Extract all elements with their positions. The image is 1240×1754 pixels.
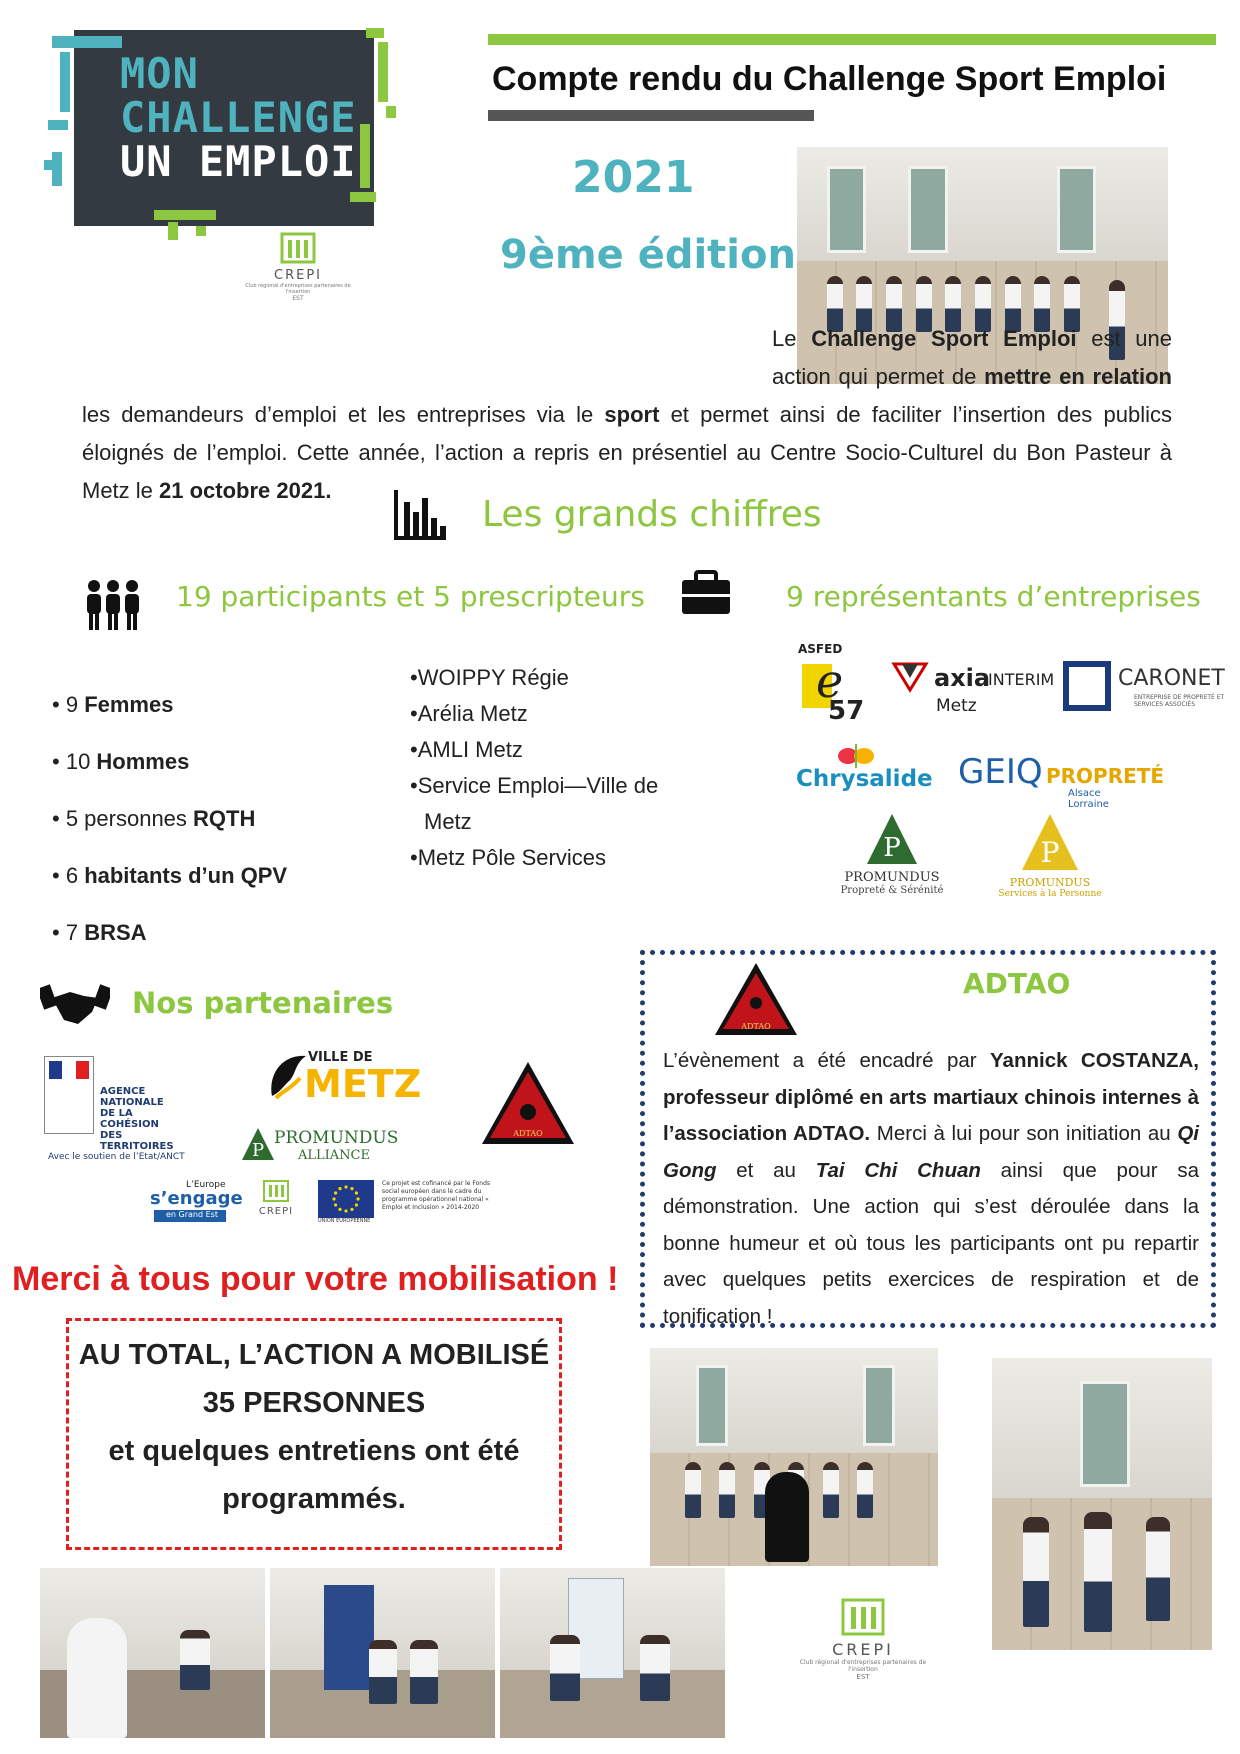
title-bottom-bar bbox=[488, 110, 814, 121]
intro-t4: et permet ainsi de faciliter l’insertion des publics éloignés de l’emploi. Cette année, l’action a repris en présentiel au Centre Socio-Culturel du Bon Pasteur à Metz le bbox=[82, 402, 1172, 503]
anct-logo: AGENCE NATIONALE DE LA COHÉSION DES TERRITOIRES Avec le soutien de l’Etat/ANCT bbox=[44, 1056, 194, 1166]
crepi-building-icon bbox=[841, 1598, 885, 1636]
total-box bbox=[66, 1318, 562, 1550]
participants-heading: 19 participants et 5 prescripteurs bbox=[176, 580, 645, 613]
adtao-title: ADTAO bbox=[963, 967, 1071, 1000]
logo-line-challenge: CHALLENGE bbox=[120, 93, 357, 142]
chart-icon bbox=[392, 488, 448, 546]
eu-flag-logo: UNION EUROPÉENNE bbox=[318, 1180, 382, 1230]
photo-interview-1 bbox=[40, 1568, 265, 1738]
promundus-alliance-icon bbox=[240, 1126, 276, 1162]
crepi-logo-top bbox=[238, 232, 358, 302]
crepi-logo-footer bbox=[788, 1598, 938, 1681]
promundus-proprete-logo: P PROMUNDUS Propreté & Sérénité bbox=[832, 812, 952, 902]
crepi-building-icon bbox=[263, 1180, 289, 1202]
stats-list bbox=[52, 676, 287, 961]
stat-item: • 9 Femmes bbox=[52, 692, 174, 717]
crepi-footer-subtitle: Club régional d'entreprises partenaires de l'insertion bbox=[799, 1659, 927, 1673]
svg-text:P: P bbox=[1040, 836, 1060, 869]
photo-interview-3 bbox=[500, 1568, 725, 1738]
total-line3: et quelques entretiens ont été bbox=[108, 1435, 520, 1467]
caronet-logo: CARONET ENTREPRISE DE PROPRETÉ ET SERVICES ASSOCIÉS bbox=[1062, 660, 1232, 716]
logo-line-un-emploi: UN EMPLOI ! bbox=[120, 137, 410, 186]
svg-text:ADTAO: ADTAO bbox=[513, 1129, 543, 1138]
intro-b2: mettre en relation bbox=[984, 364, 1172, 389]
adtao-paragraph: L’évènement a été encadré par Yannick COSTANZA, professeur diplômé en arts martiaux chinois internes à l’association ADTAO. Merci à lui pour son initiation au Qi Gong et au Tai Chi Chuan ainsi que pour sa démonstration. Une action qui s’est déroulée dans la bonne humeur et où tous les participants ont pu repartir avec quelques petits exercices de respiration et de tonification ! bbox=[663, 1049, 1200, 1328]
promundus-green-icon bbox=[865, 812, 919, 866]
briefcase-icon bbox=[680, 570, 732, 620]
challenge-logo bbox=[40, 22, 430, 242]
crepi-footer-est: EST bbox=[856, 1673, 870, 1681]
intro-b4: 21 octobre 2021. bbox=[159, 478, 332, 503]
handshake-icon bbox=[40, 982, 110, 1032]
intro-t2: est une action qui permet de bbox=[772, 326, 1172, 389]
promundus-alliance-logo: P PROMUNDUS ALLIANCE bbox=[240, 1124, 420, 1170]
prescriber-item: •Service Emploi—Ville de Metz bbox=[410, 773, 659, 834]
svg-text:P: P bbox=[883, 833, 901, 863]
edition: 9ème édition bbox=[500, 232, 796, 278]
prescriber-item: •Arélia Metz bbox=[410, 701, 528, 726]
crepi-label: CREPI bbox=[274, 268, 322, 283]
stat-item: • 7 BRSA bbox=[52, 920, 147, 945]
adtao-logo-small bbox=[478, 1058, 578, 1148]
companies-heading: 9 représentants d’entreprises bbox=[786, 580, 1201, 613]
total-line2: 35 PERSONNES bbox=[202, 1387, 426, 1419]
caronet-square-icon bbox=[1062, 660, 1112, 712]
crepi-subtitle: Club régional d'entreprises partenaires de l'insertion bbox=[245, 283, 351, 295]
axia-logo: axia INTERIM Metz bbox=[890, 660, 1050, 720]
svg-text:P: P bbox=[251, 1140, 265, 1161]
intro-b1: Challenge Sport Emploi bbox=[811, 326, 1077, 351]
crepi-est: EST bbox=[292, 295, 304, 302]
logo-line-mon: MON bbox=[120, 49, 199, 98]
eu-stars-icon bbox=[331, 1184, 361, 1214]
chrysalide-logo: Chrysalide bbox=[796, 742, 916, 798]
photo-taichi-group bbox=[992, 1358, 1212, 1650]
prescriber-item: •Metz Pôle Services bbox=[410, 845, 606, 870]
svg-text:ADTAO: ADTAO bbox=[741, 1022, 771, 1031]
europe-engage-logo: L’Europe s’engage en Grand Est bbox=[150, 1180, 230, 1224]
people-icon bbox=[84, 578, 142, 636]
title-top-bar bbox=[488, 34, 1216, 45]
intro-t1: Le bbox=[772, 326, 812, 351]
year: 2021 bbox=[572, 152, 695, 203]
adtao-box bbox=[640, 950, 1216, 1328]
page-title: Compte rendu du Challenge Sport Emploi bbox=[492, 60, 1167, 98]
intro-t3: les demandeurs d’emploi et les entreprises via le bbox=[82, 402, 605, 427]
stat-item: • 6 habitants d’un QPV bbox=[52, 863, 288, 888]
crepi-footer-label: CREPI bbox=[832, 1640, 894, 1659]
figures-heading: Les grands chiffres bbox=[482, 494, 822, 535]
total-line4: programmés. bbox=[222, 1483, 406, 1515]
axia-triangle-icon bbox=[890, 660, 930, 694]
fse-text: Ce projet est cofinancé par le Fonds social européen dans le cadre du programme opérationnel national « Emploi et Inclusion » 2014-2020 bbox=[382, 1180, 490, 1211]
photo-qigong-room bbox=[650, 1348, 938, 1566]
geiq-logo: GEIQ PROPRETÉ Alsace Lorraine bbox=[958, 752, 1165, 810]
stat-item: • 5 personnes RQTH bbox=[52, 806, 256, 831]
total-line1: AU TOTAL, L’ACTION A MOBILISÉ bbox=[78, 1339, 550, 1371]
prescriber-item: •AMLI Metz bbox=[410, 737, 523, 762]
promundus-services-logo: P PROMUNDUS Services à la Personne bbox=[990, 812, 1110, 902]
crepi-building-icon bbox=[280, 232, 316, 264]
metz-logo: VILLE DE METZ bbox=[266, 1048, 416, 1114]
promundus-yellow-icon bbox=[1020, 812, 1080, 872]
crepi-partner-logo: CREPI bbox=[246, 1180, 306, 1217]
stat-item: • 10 Hommes bbox=[52, 749, 190, 774]
partners-heading: Nos partenaires bbox=[132, 986, 394, 1020]
prescriber-item: •WOIPPY Régie bbox=[410, 665, 569, 690]
thanks-message: Merci à tous pour votre mobilisation ! bbox=[12, 1260, 619, 1298]
asfed-logo: ASFED e 57 bbox=[798, 642, 865, 726]
adtao-logo bbox=[711, 959, 801, 1039]
prescribers-list bbox=[410, 660, 678, 876]
photo-interview-2 bbox=[270, 1568, 495, 1738]
intro-b3: sport bbox=[604, 402, 660, 427]
intro-paragraph bbox=[82, 320, 1172, 510]
